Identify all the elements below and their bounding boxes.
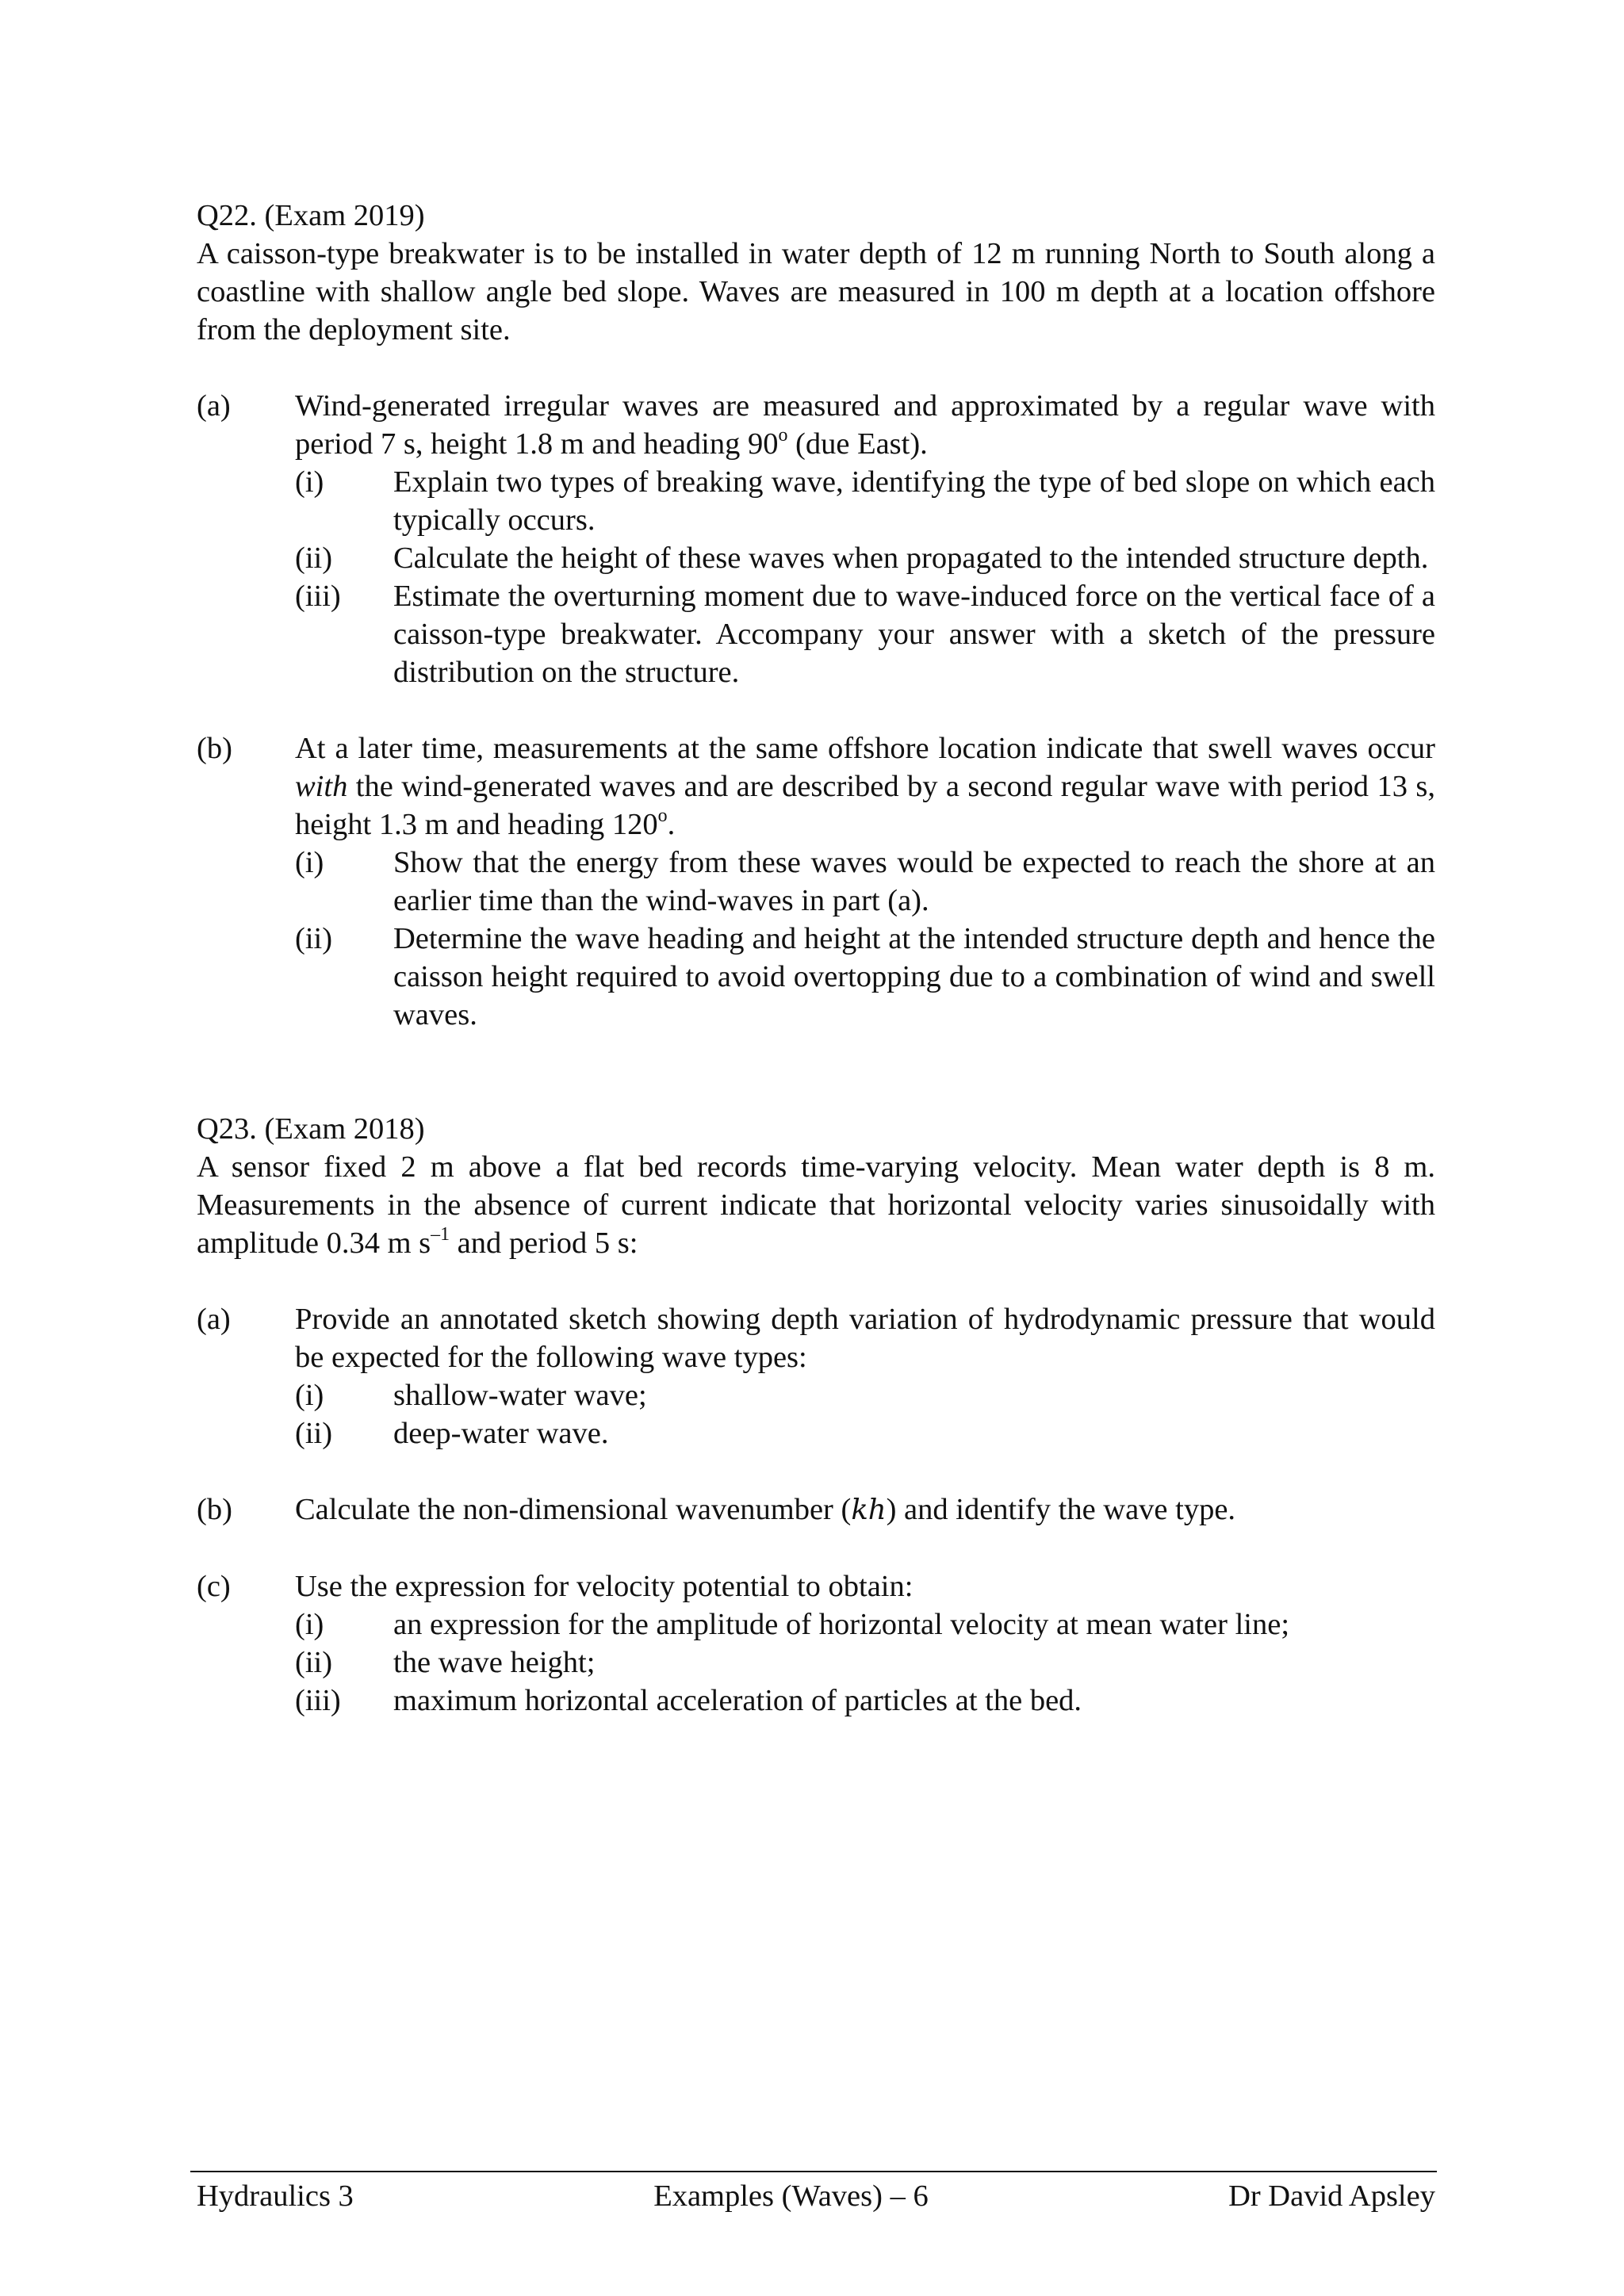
q22-part-b-text: At a later time, measurements at the same offshore location indicate that swell waves occur with the wind-generated waves and are described by a second regular wave with period 13 s, height 1.3 m and heading 120$^o$. xyxy=(295,732,1435,841)
q22-heading: Q22. (Exam 2019) xyxy=(197,199,425,232)
q23-c-sub-ii: (ii) the wave height; xyxy=(295,1646,596,1679)
q23-part-b xyxy=(197,1490,1435,1529)
page-footer xyxy=(197,2177,1435,2215)
q22-b-sub-ii: (ii) Determine the wave heading and height at the intended structure depth and hence the caisson height required to avoid overtopping due to a combination of wind and swell waves. xyxy=(295,922,1435,1031)
footer-course: Hydraulics 3 xyxy=(197,2179,354,2213)
q23-intro: A sensor fixed 2 m above a flat bed records time-varying velocity. Mean water depth is 8 m. Measurements in the absence of current indicate that horizontal velocity varies sinusoidally with amplitude 0.34 m $s^{-1}$ and period 5 s: xyxy=(197,1150,1435,1260)
q22-b-sub-i: (i) Show that the energy from these waves would be expected to reach the shore at an earlier time than the wind-waves in part (a). xyxy=(295,846,1435,917)
q23-part-a-label: (a) xyxy=(197,1303,231,1336)
q23-part-a-text: Provide an annotated sketch showing depth variation of hydrodynamic pressure that would be expected for the following wave types: xyxy=(295,1303,1435,1374)
q23-part-b-text: Calculate the non-dimensional wavenumber (kh) and identify the wave type. xyxy=(295,1493,1236,1526)
q22-part-b-label: (b) xyxy=(197,732,232,765)
q23-part-c-label: (c) xyxy=(197,1570,231,1603)
q23-c-sub-i: (i) an expression for the amplitude of horizontal velocity at mean water line; xyxy=(295,1608,1290,1641)
q23-part-b-label: (b) xyxy=(197,1493,232,1526)
q22-part-a xyxy=(197,387,1435,691)
q23-a-sub-ii: (ii) deep-water wave. xyxy=(295,1417,609,1450)
q22-a-sub-iii: (iii) Estimate the overturning moment due to wave-induced force on the vertical face of a caisson-type breakwater. Accompany your answer with a sketch of the pressure distribution on the structure. xyxy=(295,580,1435,689)
q23-c-sub-iii: (iii) maximum horizontal acceleration of particles at the bed. xyxy=(295,1684,1082,1717)
footer-page-label: Examples (Waves) – 6 xyxy=(653,2179,929,2213)
q23-a-sub-i: (i) shallow-water wave; xyxy=(295,1379,647,1412)
q23-part-c xyxy=(197,1567,1435,1720)
kh-math: kh xyxy=(851,1494,887,1526)
footer-author: Dr David Apsley xyxy=(1228,2179,1435,2213)
page-content xyxy=(197,197,1435,1720)
footer-divider xyxy=(190,2171,1437,2172)
q22-part-a-label: (a) xyxy=(197,389,231,423)
q23-part-c-text: Use the expression for velocity potential to obtain: xyxy=(295,1570,914,1603)
q22-part-a-text: Wind-generated irregular waves are measured and approximated by a regular wave with period 7 s, height 1.8 m and heading 90$^o$ (due East). xyxy=(295,389,1435,461)
q23-part-a xyxy=(197,1300,1435,1452)
q22-intro: A caisson-type breakwater is to be installed in water depth of 12 m running North to South along a coastline with shallow angle bed slope. Waves are measured in 100 m depth at a location offshore from the deployment site. xyxy=(197,237,1435,346)
q22-part-b xyxy=(197,729,1435,1034)
q22-a-sub-i: (i) Explain two types of breaking wave, identifying the type of bed slope on which each typically occurs. xyxy=(295,465,1435,537)
q22-a-sub-ii: (ii) Calculate the height of these waves when propagated to the intended structure depth. xyxy=(295,541,1429,575)
q23-heading: Q23. (Exam 2018) xyxy=(197,1112,425,1146)
